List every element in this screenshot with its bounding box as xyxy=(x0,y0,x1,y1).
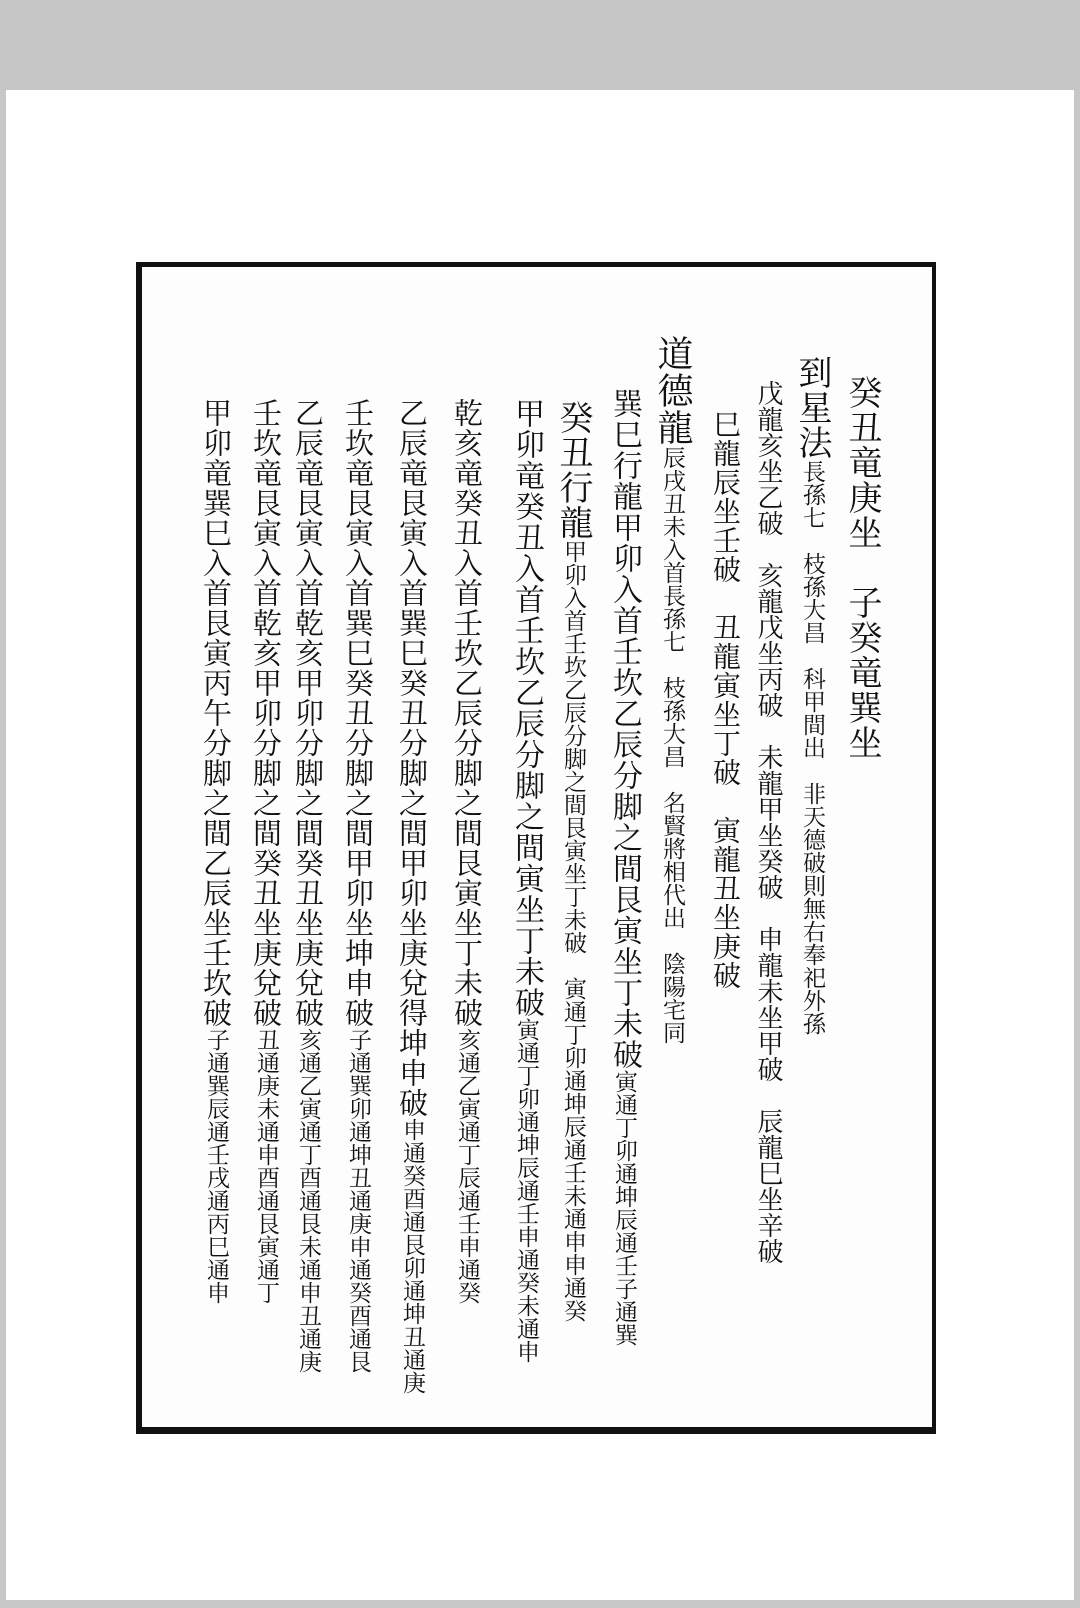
text-column-9 xyxy=(447,398,487,1304)
text-column-5 xyxy=(652,335,692,1044)
column-note-text: 申通癸酉通艮卯通坤丑通庚 xyxy=(399,1118,425,1394)
column-main-text: 乾亥竜癸丑入首壬坎乙辰分脚之間艮寅坐丁未破 xyxy=(450,398,484,1028)
column-note-text: 亥通乙寅通丁酉通艮未通申丑通庚 xyxy=(295,1028,321,1373)
column-note-text: 寅通丁卯通坤辰通壬子通巽 xyxy=(611,1070,637,1346)
top-gray-band xyxy=(0,0,1080,90)
text-column-12 xyxy=(288,398,328,1373)
text-column-1 xyxy=(842,375,882,760)
column-main-text: 乙辰竜艮寅入首乾亥甲卯分脚之間癸丑坐庚兌破 xyxy=(291,398,325,1028)
column-main-text: 戊龍亥坐乙破 亥龍戊坐丙破 未龍甲坐癸破 申龍未坐甲破 辰龍巳坐辛破 xyxy=(753,380,783,1264)
column-main-text: 甲卯竜癸丑入首壬坎乙辰分脚之間寅坐丁未破 xyxy=(509,398,544,1018)
text-column-7 xyxy=(553,400,593,1322)
column-main-text: 壬坎竜艮寅入首巽巳癸丑分脚之間甲卯坐坤申破 xyxy=(341,398,375,1028)
text-column-13 xyxy=(246,398,286,1304)
column-note-text: 亥通乙寅通丁辰通壬申通癸 xyxy=(454,1028,480,1304)
column-note-text: 寅通丁卯通坤辰通壬申通癸未通申 xyxy=(513,1018,539,1363)
text-column-10 xyxy=(392,398,432,1394)
column-main-text: 癸丑竜庚坐 子癸竜巽坐 xyxy=(842,375,882,760)
column-note-text: 丑通庚未通申酉通艮寅通丁 xyxy=(253,1028,279,1304)
text-column-4 xyxy=(705,410,745,990)
text-column-6 xyxy=(604,388,644,1346)
text-column-2 xyxy=(792,355,832,1035)
column-main-text: 道德龍 xyxy=(652,335,693,446)
column-note-text: 子通巽辰通壬戌通丙巳通申 xyxy=(203,1028,229,1304)
column-main-text: 癸丑行龍 xyxy=(553,400,593,540)
column-note-text: 甲卯入首壬坎乙辰分脚之間艮寅坐丁未破 寅通丁卯通坤辰通壬未通申申通癸 xyxy=(560,540,586,1322)
column-note-text: 辰戌丑未入首長孫七 枝孫大昌 名賢將相代出 陰陽宅同 xyxy=(659,446,685,1044)
text-column-8 xyxy=(506,398,546,1363)
column-main-text: 到星法 xyxy=(792,355,832,460)
text-column-14 xyxy=(196,398,236,1304)
column-main-text: 巳龍辰坐壬破 丑龍寅坐丁破 寅龍丑坐庚破 xyxy=(709,410,742,990)
text-column-11 xyxy=(338,398,378,1373)
column-note-text: 長孫七 枝孫大昌 科甲間出 非天德破則無右奉祀外孫 xyxy=(799,460,825,1035)
column-main-text: 乙辰竜艮寅入首巽巳癸丑分脚之間甲卯坐庚兌得坤申破 xyxy=(395,398,429,1118)
column-main-text: 甲卯竜巽巳入首艮寅丙午分脚之間乙辰坐壬坎破 xyxy=(199,398,233,1028)
column-main-text: 壬坎竜艮寅入首乾亥甲卯分脚之間癸丑坐庚兌破 xyxy=(249,398,283,1028)
column-note-text: 子通巽卯通坤丑通庚申通癸酉通艮 xyxy=(345,1028,371,1373)
text-column-3 xyxy=(748,380,788,1264)
column-main-text: 巽巳行龍甲卯入首壬坎乙辰分脚之間艮寅坐丁未破 xyxy=(607,388,642,1070)
